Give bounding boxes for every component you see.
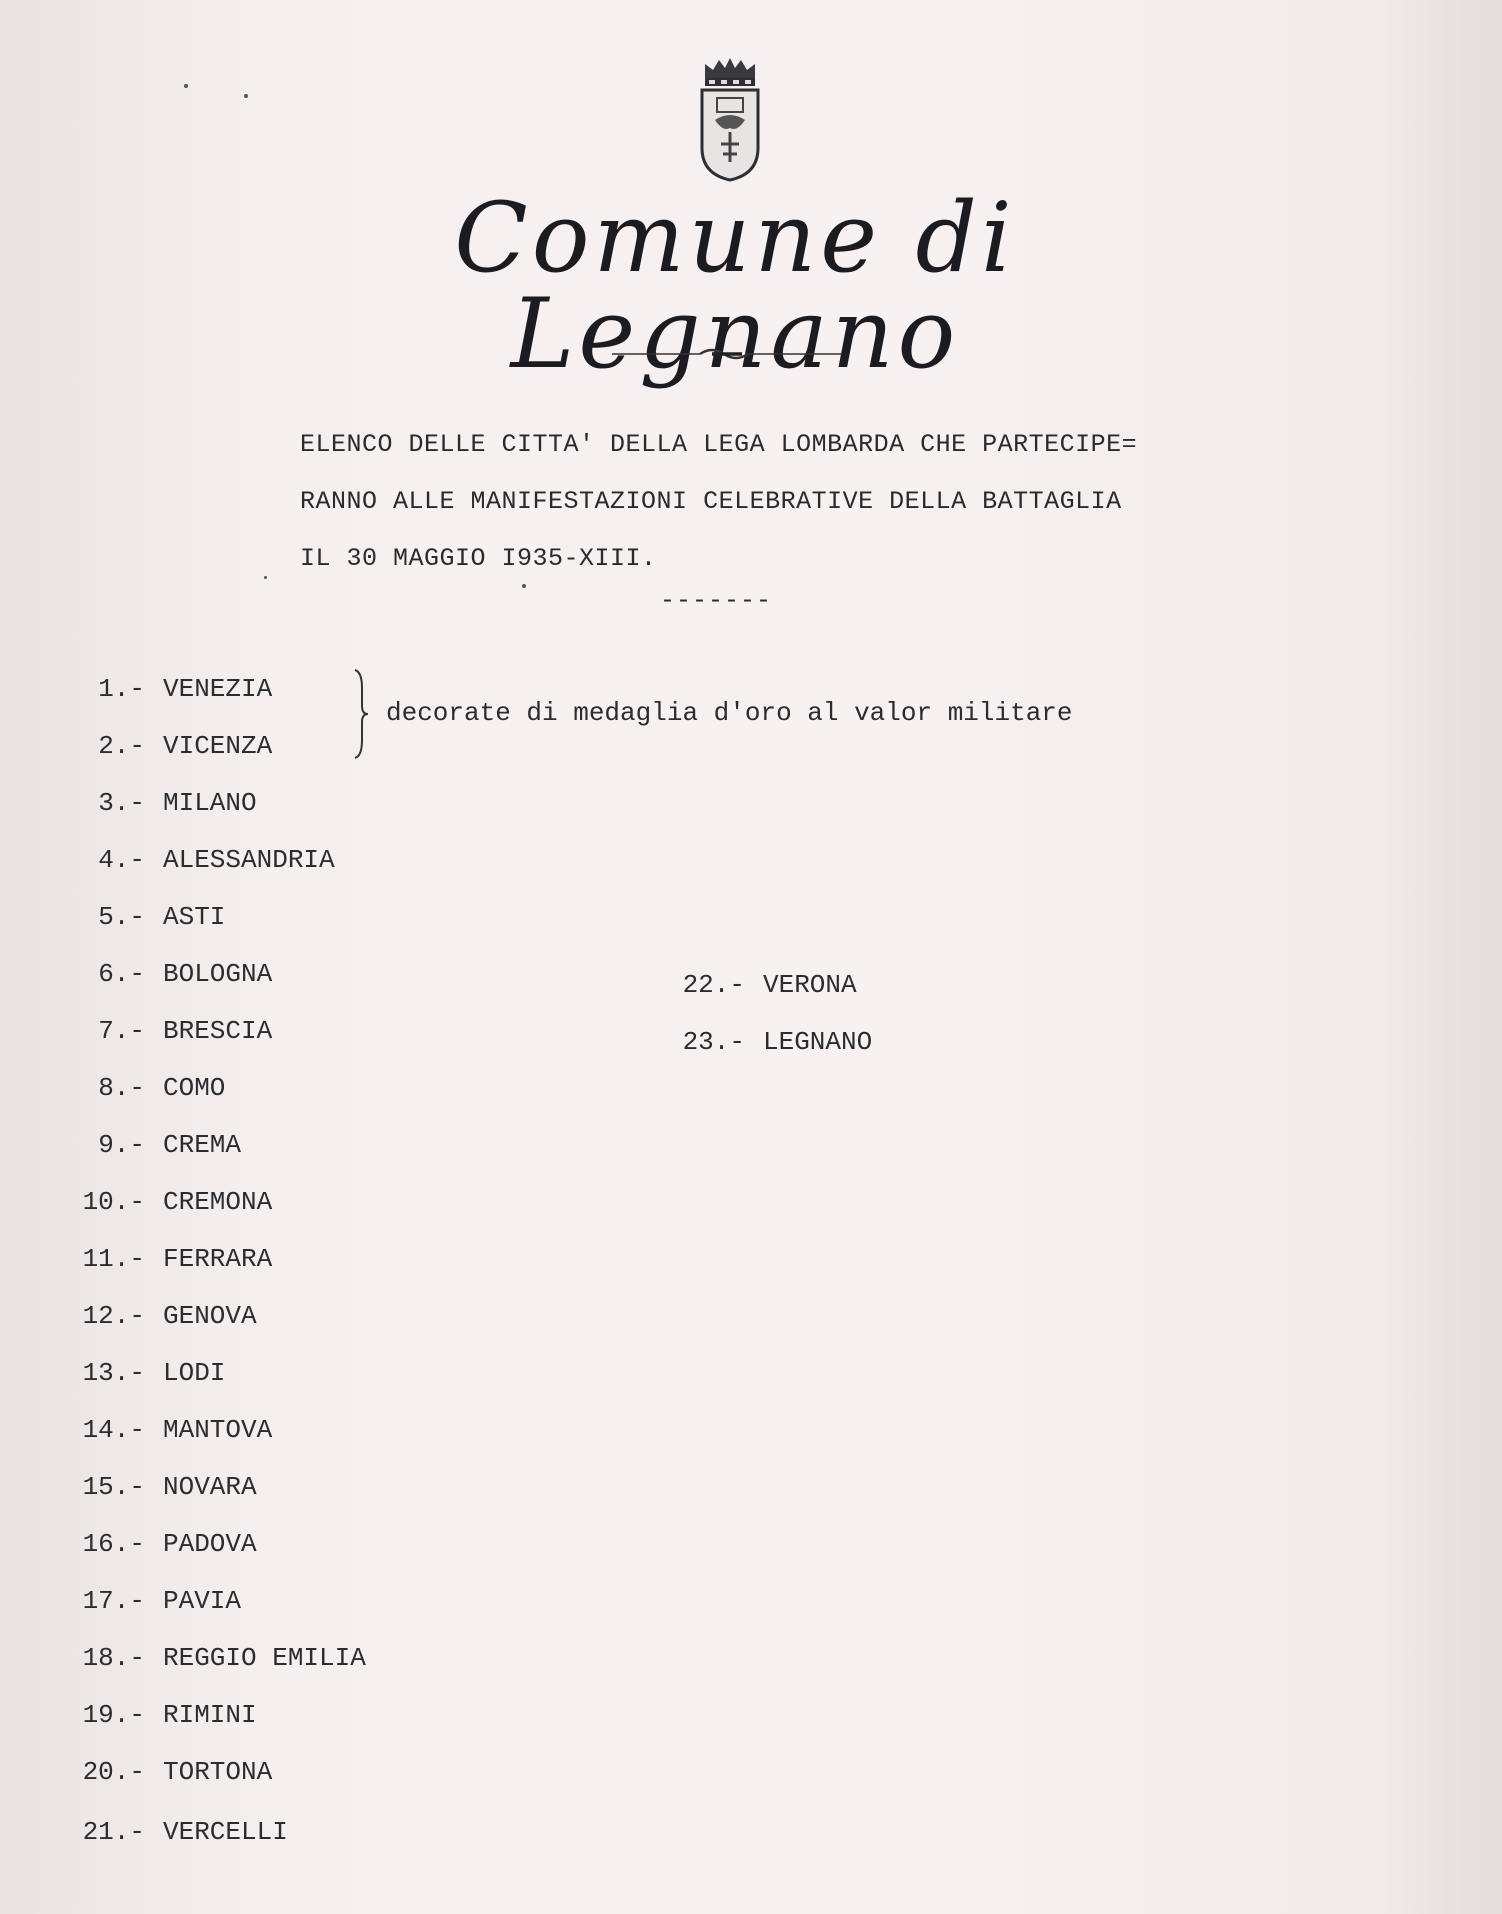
item-number: 2.- [98,731,145,761]
list-item [60,1695,257,1735]
list-item [60,1125,241,1165]
list-item [60,1581,241,1621]
letterhead-flourish [612,344,842,364]
item-number: 15.- [82,1472,145,1502]
list-item [60,840,335,880]
list-item [60,1410,272,1450]
paper-speck [264,576,267,579]
item-number: 23.- [682,1027,745,1057]
item-number: 8.- [98,1073,145,1103]
city-name: MANTOVA [163,1415,273,1445]
city-name: LEGNANO [763,1027,873,1057]
coat-of-arms-icon [697,56,763,184]
item-number: 11.- [82,1244,145,1274]
item-number: 14.- [82,1415,145,1445]
item-number: 7.- [98,1016,145,1046]
city-name: TORTONA [163,1757,273,1787]
list-item [60,1353,225,1393]
city-name: VICENZA [163,731,273,761]
city-name: NOVARA [163,1472,257,1502]
city-name: MILANO [163,788,257,818]
item-number: 18.- [82,1643,145,1673]
item-number: 1.- [98,674,145,704]
city-name: COMO [163,1073,226,1103]
list-item [660,1022,872,1062]
item-number: 17.- [82,1586,145,1616]
item-number: 13.- [82,1358,145,1388]
item-number: 20.- [82,1757,145,1787]
list-item [660,965,857,1005]
city-name: VERCELLI [163,1817,288,1847]
list-item [60,1524,257,1564]
city-name: BOLOGNA [163,959,273,989]
item-number: 22.- [682,970,745,1000]
city-name: REGGIO EMILIA [163,1643,366,1673]
city-name: RIMINI [163,1700,257,1730]
list-item [60,783,257,823]
city-name: PAVIA [163,1586,242,1616]
heading-line-3: IL 30 MAGGIO I935-XIII. [300,544,657,573]
city-name: VENEZIA [163,674,273,704]
list-item [60,1068,225,1108]
list-item [60,897,225,937]
heading-line-1: ELENCO DELLE CITTA' DELLA LEGA LOMBARDA CHE PARTECIPE= [300,430,1138,459]
item-number: 21.- [82,1817,145,1847]
paper-speck [522,584,526,588]
list-item [60,1467,257,1507]
item-number: 3.- [98,788,145,818]
document-heading [300,416,1137,587]
city-name: CREMA [163,1130,242,1160]
item-number: 19.- [82,1700,145,1730]
paper-speck [184,84,188,88]
medal-note: decorate di medaglia d'oro al valor militare [386,698,1073,728]
item-number: 4.- [98,845,145,875]
list-item [60,726,272,766]
list-item [60,1011,272,1051]
list-item [60,1182,272,1222]
city-name: FERRARA [163,1244,273,1274]
item-number: 6.- [98,959,145,989]
item-number: 5.- [98,902,145,932]
item-number: 10.- [82,1187,145,1217]
heading-separator: ------- [660,586,773,615]
letterhead-title: Comune di Legnano [454,182,1016,390]
list-item [60,1638,366,1678]
city-name: GENOVA [163,1301,257,1331]
city-name: BRESCIA [163,1016,273,1046]
list-item [60,1752,272,1792]
city-name: ASTI [163,902,226,932]
city-name: CREMONA [163,1187,273,1217]
list-item [60,954,272,994]
list-item [60,669,272,709]
heading-line-2: RANNO ALLE MANIFESTAZIONI CELEBRATIVE DELLA BATTAGLIA [300,487,1122,516]
item-number: 16.- [82,1529,145,1559]
grouping-brace [352,668,370,760]
item-number: 9.- [98,1130,145,1160]
paper-speck [244,94,248,98]
city-name: ALESSANDRIA [163,845,335,875]
city-name: LODI [163,1358,226,1388]
city-name: PADOVA [163,1529,257,1559]
item-number: 12.- [82,1301,145,1331]
list-item [60,1296,257,1336]
list-item [60,1812,288,1852]
city-name: VERONA [763,970,857,1000]
list-item [60,1239,272,1279]
